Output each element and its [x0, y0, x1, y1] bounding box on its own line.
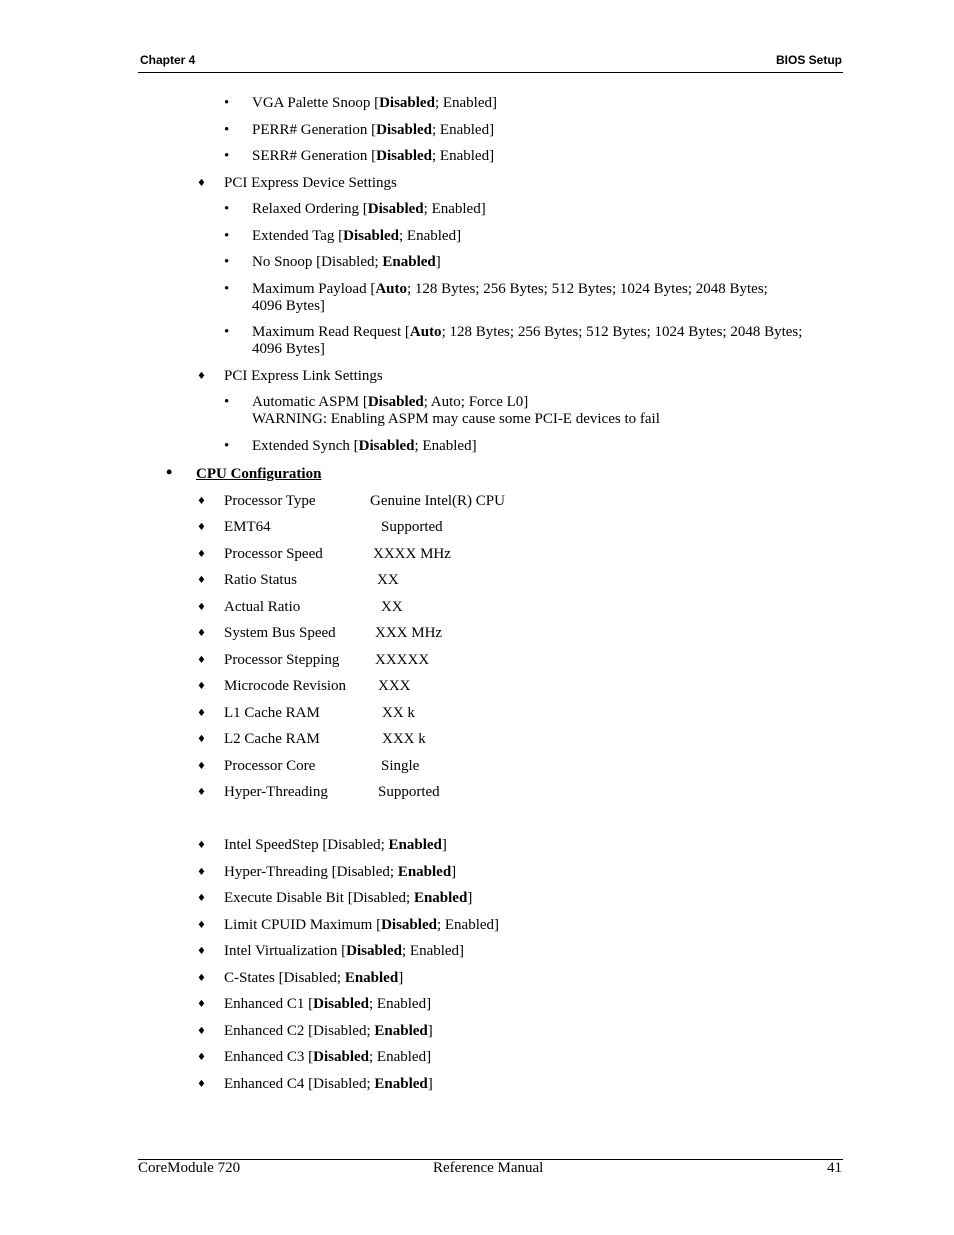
diamond-bullet-icon: ♦ — [197, 708, 206, 719]
diamond-bullet-icon: ♦ — [197, 549, 206, 560]
cpu-info-label: Processor Type — [224, 493, 316, 509]
cpu-info-value: Supported — [378, 784, 440, 800]
list-item: VGA Palette Snoop [Disabled; Enabled] — [252, 95, 497, 111]
cpu-info-label: Ratio Status — [224, 572, 297, 588]
bullet-marker: • — [224, 95, 230, 111]
cpu-setting-item: Intel Virtualization [Disabled; Enabled] — [224, 943, 465, 959]
diamond-bullet-icon: ♦ — [197, 496, 206, 507]
cpu-setting-item: C-States [Disabled; Enabled] — [224, 970, 404, 986]
cpu-info-value: XX k — [382, 705, 415, 721]
list-item: No Snoop [Disabled; Enabled] — [252, 254, 441, 270]
cpu-setting-item: Enhanced C4 [Disabled; Enabled] — [224, 1076, 433, 1092]
footer-doc-title: Reference Manual — [433, 1160, 544, 1176]
cpu-info-value: XXX k — [382, 731, 426, 747]
diamond-bullet-icon: ♦ — [197, 867, 206, 878]
bullet-marker: • — [224, 228, 230, 244]
cpu-info-value: XXXX MHz — [373, 546, 451, 562]
diamond-bullet-icon: ♦ — [197, 973, 206, 984]
diamond-bullet-icon: ♦ — [197, 522, 206, 533]
list-item: SERR# Generation [Disabled; Enabled] — [252, 148, 495, 164]
header-chapter: Chapter 4 — [140, 53, 196, 67]
bullet-marker: • — [224, 201, 230, 217]
bullet-marker: • — [224, 394, 230, 410]
header-section: BIOS Setup — [775, 53, 842, 67]
cpu-configuration-heading: CPU Configuration — [196, 466, 322, 482]
cpu-info-value: XXX — [378, 678, 411, 694]
cpu-setting-item: Intel SpeedStep [Disabled; Enabled] — [224, 837, 447, 853]
diamond-bullet-icon: ♦ — [197, 787, 206, 798]
cpu-setting-item: Limit CPUID Maximum [Disabled; Enabled] — [224, 917, 500, 933]
list-item: PERR# Generation [Disabled; Enabled] — [252, 122, 495, 138]
diamond-bullet-icon: ♦ — [197, 628, 206, 639]
list-item-continuation: 4096 Bytes] — [252, 298, 325, 314]
diamond-bullet-icon: ♦ — [197, 920, 206, 931]
diamond-bullet-icon: ♦ — [197, 655, 206, 666]
cpu-info-label: Processor Stepping — [224, 652, 340, 668]
cpu-info-label: EMT64 — [224, 519, 271, 535]
cpu-info-label: L1 Cache RAM — [224, 705, 320, 721]
list-item: Extended Synch [Disabled; Enabled] — [252, 438, 477, 454]
cpu-info-value: Single — [381, 758, 420, 774]
cpu-setting-item: Execute Disable Bit [Disabled; Enabled] — [224, 890, 473, 906]
cpu-setting-item: Hyper-Threading [Disabled; Enabled] — [224, 864, 457, 880]
list-item: Extended Tag [Disabled; Enabled] — [252, 228, 462, 244]
bullet-marker: • — [166, 462, 173, 482]
cpu-info-label: Processor Speed — [224, 546, 323, 562]
cpu-info-label: System Bus Speed — [224, 625, 336, 641]
bullet-marker: • — [224, 254, 230, 270]
diamond-bullet-icon: ♦ — [197, 575, 206, 586]
cpu-setting-item: Enhanced C1 [Disabled; Enabled] — [224, 996, 432, 1012]
cpu-info-label: Processor Core — [224, 758, 316, 774]
section-heading: PCI Express Link Settings — [224, 368, 383, 384]
cpu-setting-item: Enhanced C2 [Disabled; Enabled] — [224, 1023, 433, 1039]
cpu-info-value: XX — [381, 599, 403, 615]
footer-product: CoreModule 720 — [138, 1160, 241, 1176]
cpu-setting-item: Enhanced C3 [Disabled; Enabled] — [224, 1049, 432, 1065]
diamond-bullet-icon: ♦ — [197, 1052, 206, 1063]
list-item-continuation: 4096 Bytes] — [252, 341, 325, 357]
bullet-marker: • — [224, 148, 230, 164]
diamond-bullet-icon: ♦ — [197, 1079, 206, 1090]
cpu-info-value: XX — [377, 572, 399, 588]
warning-text: WARNING: Enabling ASPM may cause some PCI-E devices to fail — [252, 411, 660, 427]
diamond-bullet-icon: ♦ — [197, 761, 206, 772]
section-heading: PCI Express Device Settings — [224, 175, 397, 191]
diamond-bullet-icon: ♦ — [197, 602, 206, 613]
diamond-bullet-icon: ♦ — [197, 734, 206, 745]
list-item: Automatic ASPM [Disabled; Auto; Force L0] — [252, 394, 529, 410]
diamond-bullet-icon: ♦ — [197, 681, 206, 692]
cpu-info-label: Hyper-Threading — [224, 784, 328, 800]
bullet-marker: • — [224, 438, 230, 454]
cpu-info-value: XXX MHz — [375, 625, 443, 641]
list-item: Maximum Payload [Auto; 128 Bytes; 256 Bytes; 512 Bytes; 1024 Bytes; 2048 Bytes; — [252, 281, 768, 297]
diamond-bullet-icon: ♦ — [197, 999, 206, 1010]
cpu-info-value: XXXXX — [375, 652, 430, 668]
page-number: 41 — [827, 1160, 842, 1176]
list-item: Relaxed Ordering [Disabled; Enabled] — [252, 201, 486, 217]
diamond-bullet-icon: ♦ — [197, 371, 206, 382]
diamond-bullet-icon: ♦ — [197, 840, 206, 851]
cpu-info-value: Genuine Intel(R) CPU — [370, 493, 505, 509]
cpu-info-value: Supported — [381, 519, 443, 535]
cpu-info-label: Actual Ratio — [224, 599, 301, 615]
bullet-marker: • — [224, 324, 230, 340]
diamond-bullet-icon: ♦ — [197, 1026, 206, 1037]
list-item: Maximum Read Request [Auto; 128 Bytes; 256 Bytes; 512 Bytes; 1024 Bytes; 2048 Bytes; — [252, 324, 803, 340]
bullet-marker: • — [224, 122, 230, 138]
diamond-bullet-icon: ♦ — [197, 893, 206, 904]
diamond-bullet-icon: ♦ — [197, 946, 206, 957]
header-divider — [138, 72, 843, 73]
cpu-info-label: Microcode Revision — [224, 678, 347, 694]
cpu-info-label: L2 Cache RAM — [224, 731, 320, 747]
bullet-marker: • — [224, 281, 230, 297]
diamond-bullet-icon: ♦ — [197, 178, 206, 189]
